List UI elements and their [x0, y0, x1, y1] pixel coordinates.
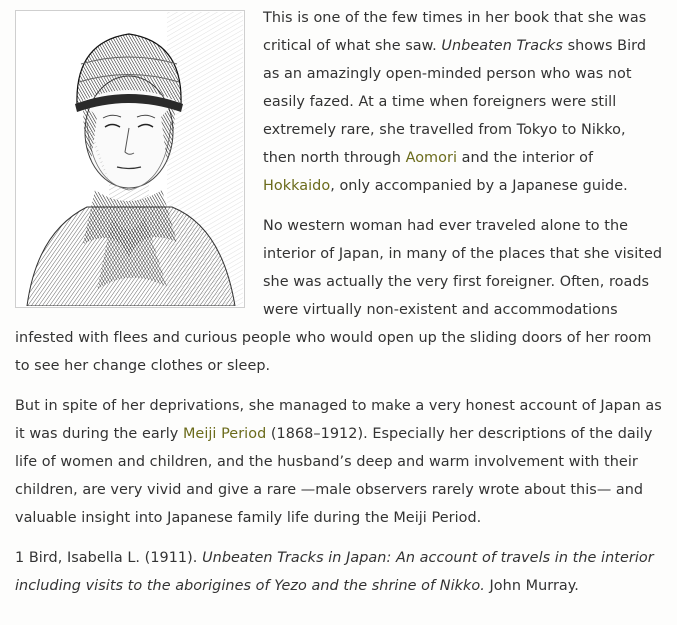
- paragraph-western-woman: No western woman had ever traveled alone to the interior of Japan, in many of the places that she visited she was actually the very first foreigner. Often, roads were virtually non-existent and accommodations infested with flees and curious people who would open up the sliding doors of her room to see her change clothes or sleep.: [15, 218, 663, 374]
- footnote-publisher: John Murray.: [484, 578, 579, 594]
- paragraph-intro-text-4: , only accompanied by a Japanese guide.: [330, 178, 628, 194]
- footnote-author: 1 Bird, Isabella L. (1911).: [15, 550, 203, 566]
- portrait-image: [15, 10, 245, 308]
- footnote-citation: [15, 544, 663, 600]
- footnote-book-title: Unbeaten Tracks in Japan: An account of travels in the interior including visits to the aborigines of Yezo and the shrine of Nikko.: [15, 550, 654, 594]
- paragraph-honest-text-2: (1868–1912). Especially her descriptions of the daily life of women and children, and the husband’s deep and warm involvement with their children, are very vivid and give a rare —male observers rarely wrote about this— and valuable insight into Japanese family life during the Meiji Period.: [15, 426, 653, 526]
- paragraph-honest-text-1: But in spite of her deprivations, she managed to make a very honest account of Japan as it was during the early: [15, 398, 662, 442]
- link-aomori[interactable]: Aomori: [405, 150, 457, 166]
- book-title-italic: Unbeaten Tracks: [441, 38, 563, 54]
- link-hokkaido[interactable]: Hokkaido: [263, 178, 331, 194]
- engraving-portrait-icon: [17, 12, 243, 306]
- link-meiji-period[interactable]: Meiji Period: [182, 426, 267, 442]
- paragraph-intro-text-3: and the interior of: [457, 150, 594, 166]
- paragraph-intro-text-2: shows Bird as an amazingly open-minded person who was not easily fazed. At a time when foreigners were still extremely rare, she travelled from Tokyo to Nikko, then north through: [263, 38, 647, 166]
- paragraph-honest-account: [15, 392, 663, 532]
- paragraph-intro-text-1: This is one of the few times in her book that she was critical of what she saw.: [263, 10, 647, 54]
